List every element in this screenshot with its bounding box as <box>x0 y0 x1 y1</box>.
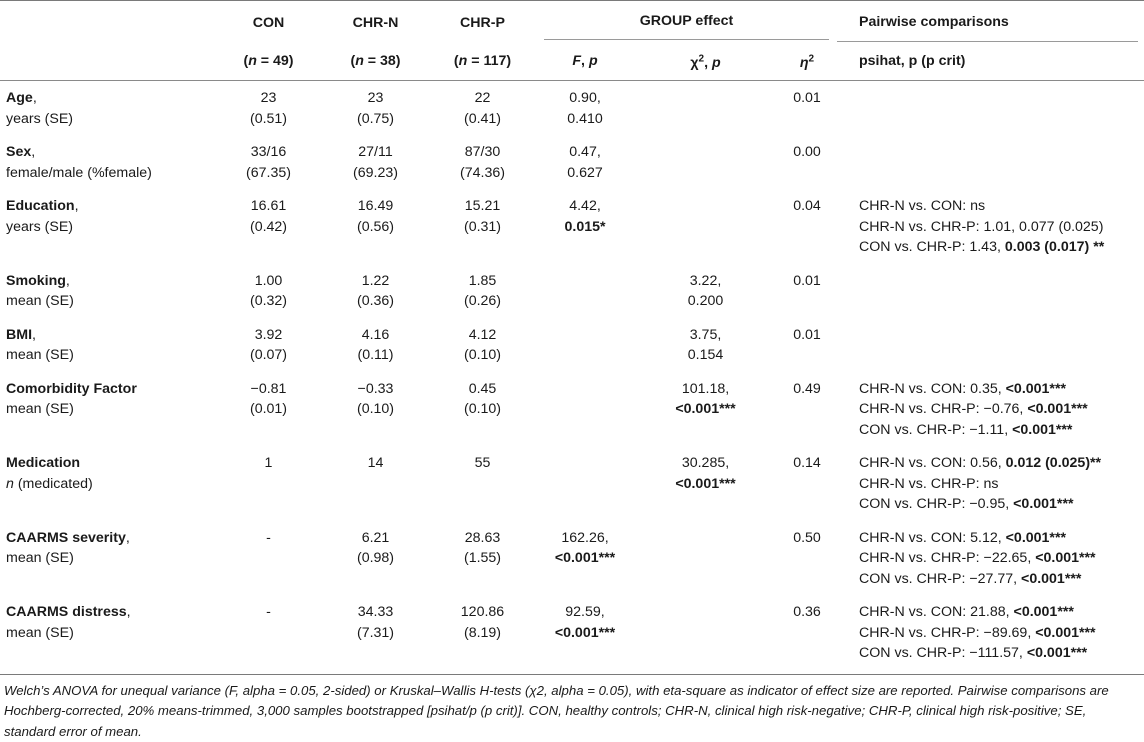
row-label: Medication n (medicated) <box>0 446 215 521</box>
row-label: Sex, female/male (%female) <box>0 135 215 189</box>
value-chrn: 1.22 (0.36) <box>322 264 429 318</box>
value-con: 3.92 (0.07) <box>215 318 322 372</box>
header-chrp: CHR-P <box>429 1 536 42</box>
value-chrp: 1.85 (0.26) <box>429 264 536 318</box>
value-chrn: 27/11 (69.23) <box>322 135 429 189</box>
value-chrn: 6.21 (0.98) <box>322 521 429 596</box>
value-chi-p: 3.75, 0.154 <box>634 318 777 372</box>
value-chrp: 15.21 (0.31) <box>429 189 536 264</box>
value-chi-p: 30.285, <0.001*** <box>634 446 777 521</box>
row-label: BMI, mean (SE) <box>0 318 215 372</box>
row-label: CAARMS severity, mean (SE) <box>0 521 215 596</box>
value-chrn: 34.33 (7.31) <box>322 595 429 670</box>
value-eta: 0.00 <box>777 135 837 189</box>
value-con: 1.00 (0.32) <box>215 264 322 318</box>
value-eta: 0.01 <box>777 318 837 372</box>
value-f-p <box>536 372 634 447</box>
value-chrp: 87/30 (74.36) <box>429 135 536 189</box>
header-group-effect: GROUP effect <box>544 3 829 41</box>
table-row <box>0 595 1144 670</box>
value-eta: 0.49 <box>777 372 837 447</box>
header-chi-p: $\chi^2$, p <box>634 42 777 81</box>
value-chi-p <box>634 595 777 670</box>
header-pairwise: Pairwise comparisons <box>837 4 1138 42</box>
table-row <box>0 446 1144 521</box>
header-n-con: (n = 49) <box>215 42 322 81</box>
value-f-p: 162.26, <0.001*** <box>536 521 634 596</box>
value-f-p <box>536 318 634 372</box>
value-con: 16.61 (0.42) <box>215 189 322 264</box>
value-chi-p <box>634 81 777 135</box>
value-f-p: 0.47, 0.627 <box>536 135 634 189</box>
value-pairwise: CHR-N vs. CON: 0.56, 0.012 (0.025)** CHR-N vs. CHR-P: ns CON vs. CHR-P: −0.95, <0.001*** <box>837 446 1144 521</box>
header-n-chrn: (n = 38) <box>322 42 429 81</box>
header-row-1 <box>0 1 1144 42</box>
value-chrp: 22 (0.41) <box>429 81 536 135</box>
value-chrp: 4.12 (0.10) <box>429 318 536 372</box>
value-chrp: 0.45 (0.10) <box>429 372 536 447</box>
value-chrn: 16.49 (0.56) <box>322 189 429 264</box>
value-pairwise <box>837 264 1144 318</box>
value-pairwise: CHR-N vs. CON: 21.88, <0.001*** CHR-N vs. CHR-P: −89.69, <0.001*** CON vs. CHR-P: −111.57, <0.001*** <box>837 595 1144 670</box>
value-pairwise: CHR-N vs. CON: 0.35, <0.001*** CHR-N vs. CHR-P: −0.76, <0.001*** CON vs. CHR-P: −1.11, <0.001*** <box>837 372 1144 447</box>
table-row <box>0 264 1144 318</box>
value-chi-p: 101.18, <0.001*** <box>634 372 777 447</box>
header-f-p: F, p <box>536 42 634 81</box>
value-con: 33/16 (67.35) <box>215 135 322 189</box>
value-eta: 0.50 <box>777 521 837 596</box>
table-row <box>0 81 1144 135</box>
value-f-p: 0.90, 0.410 <box>536 81 634 135</box>
value-con: −0.81 (0.01) <box>215 372 322 447</box>
table-row <box>0 189 1144 264</box>
value-con: - <box>215 521 322 596</box>
value-chrp: 28.63 (1.55) <box>429 521 536 596</box>
table-footnote: Welch’s ANOVA for unequal variance (F, alpha = 0.05, 2-sided) or Kruskal–Wallis H-tests (χ2, alpha = 0.05), with eta-square as indicator of effect size are reported. Pairwise comparisons are Hochberg-corrected, 20% means-trimmed, 3,000 samples bootstrapped [psihat/p (p crit)]. CON, healthy controls; CHR-N, clinical high risk-negative; CHR-P, clinical high risk-positive; SE, standard error of mean. <box>4 681 1140 742</box>
header-n-chrp: (n = 117) <box>429 42 536 81</box>
value-chi-p <box>634 521 777 596</box>
value-chrn: −0.33 (0.10) <box>322 372 429 447</box>
value-chi-p <box>634 135 777 189</box>
value-pairwise: CHR-N vs. CON: 5.12, <0.001*** CHR-N vs. CHR-P: −22.65, <0.001*** CON vs. CHR-P: −27.77, <0.001*** <box>837 521 1144 596</box>
value-chrp: 120.86 (8.19) <box>429 595 536 670</box>
value-f-p: 4.42, 0.015* <box>536 189 634 264</box>
value-chi-p: 3.22, 0.200 <box>634 264 777 318</box>
value-eta: 0.01 <box>777 81 837 135</box>
value-pairwise <box>837 135 1144 189</box>
value-eta: 0.01 <box>777 264 837 318</box>
table-row <box>0 521 1144 596</box>
header-chrn: CHR-N <box>322 1 429 42</box>
header-eta: $\eta^2$ <box>777 42 837 81</box>
value-chrp: 55 <box>429 446 536 521</box>
row-label: Age, years (SE) <box>0 81 215 135</box>
value-chrn: 4.16 (0.11) <box>322 318 429 372</box>
table-row <box>0 135 1144 189</box>
value-f-p: 92.59, <0.001*** <box>536 595 634 670</box>
header-row-2 <box>0 42 1144 81</box>
row-label: Education, years (SE) <box>0 189 215 264</box>
value-f-p <box>536 264 634 318</box>
value-f-p <box>536 446 634 521</box>
value-chrn: 23 (0.75) <box>322 81 429 135</box>
table-row <box>0 318 1144 372</box>
table-row <box>0 372 1144 447</box>
header-con: CON <box>215 1 322 42</box>
value-con: - <box>215 595 322 670</box>
value-eta: 0.14 <box>777 446 837 521</box>
value-pairwise <box>837 318 1144 372</box>
value-eta: 0.36 <box>777 595 837 670</box>
value-eta: 0.04 <box>777 189 837 264</box>
value-chi-p <box>634 189 777 264</box>
row-label: CAARMS distress, mean (SE) <box>0 595 215 670</box>
value-con: 23 (0.51) <box>215 81 322 135</box>
header-psihat: psihat, p (p crit) <box>837 42 1144 81</box>
value-con: 1 <box>215 446 322 521</box>
value-pairwise <box>837 81 1144 135</box>
row-label: Smoking, mean (SE) <box>0 264 215 318</box>
row-label: Comorbidity Factor mean (SE) <box>0 372 215 447</box>
value-chrn: 14 <box>322 446 429 521</box>
table-bottom-rule <box>0 674 1144 675</box>
value-pairwise: CHR-N vs. CON: ns CHR-N vs. CHR-P: 1.01, 0.077 (0.025) CON vs. CHR-P: 1.43, 0.003 (0.017) ** <box>837 189 1144 264</box>
